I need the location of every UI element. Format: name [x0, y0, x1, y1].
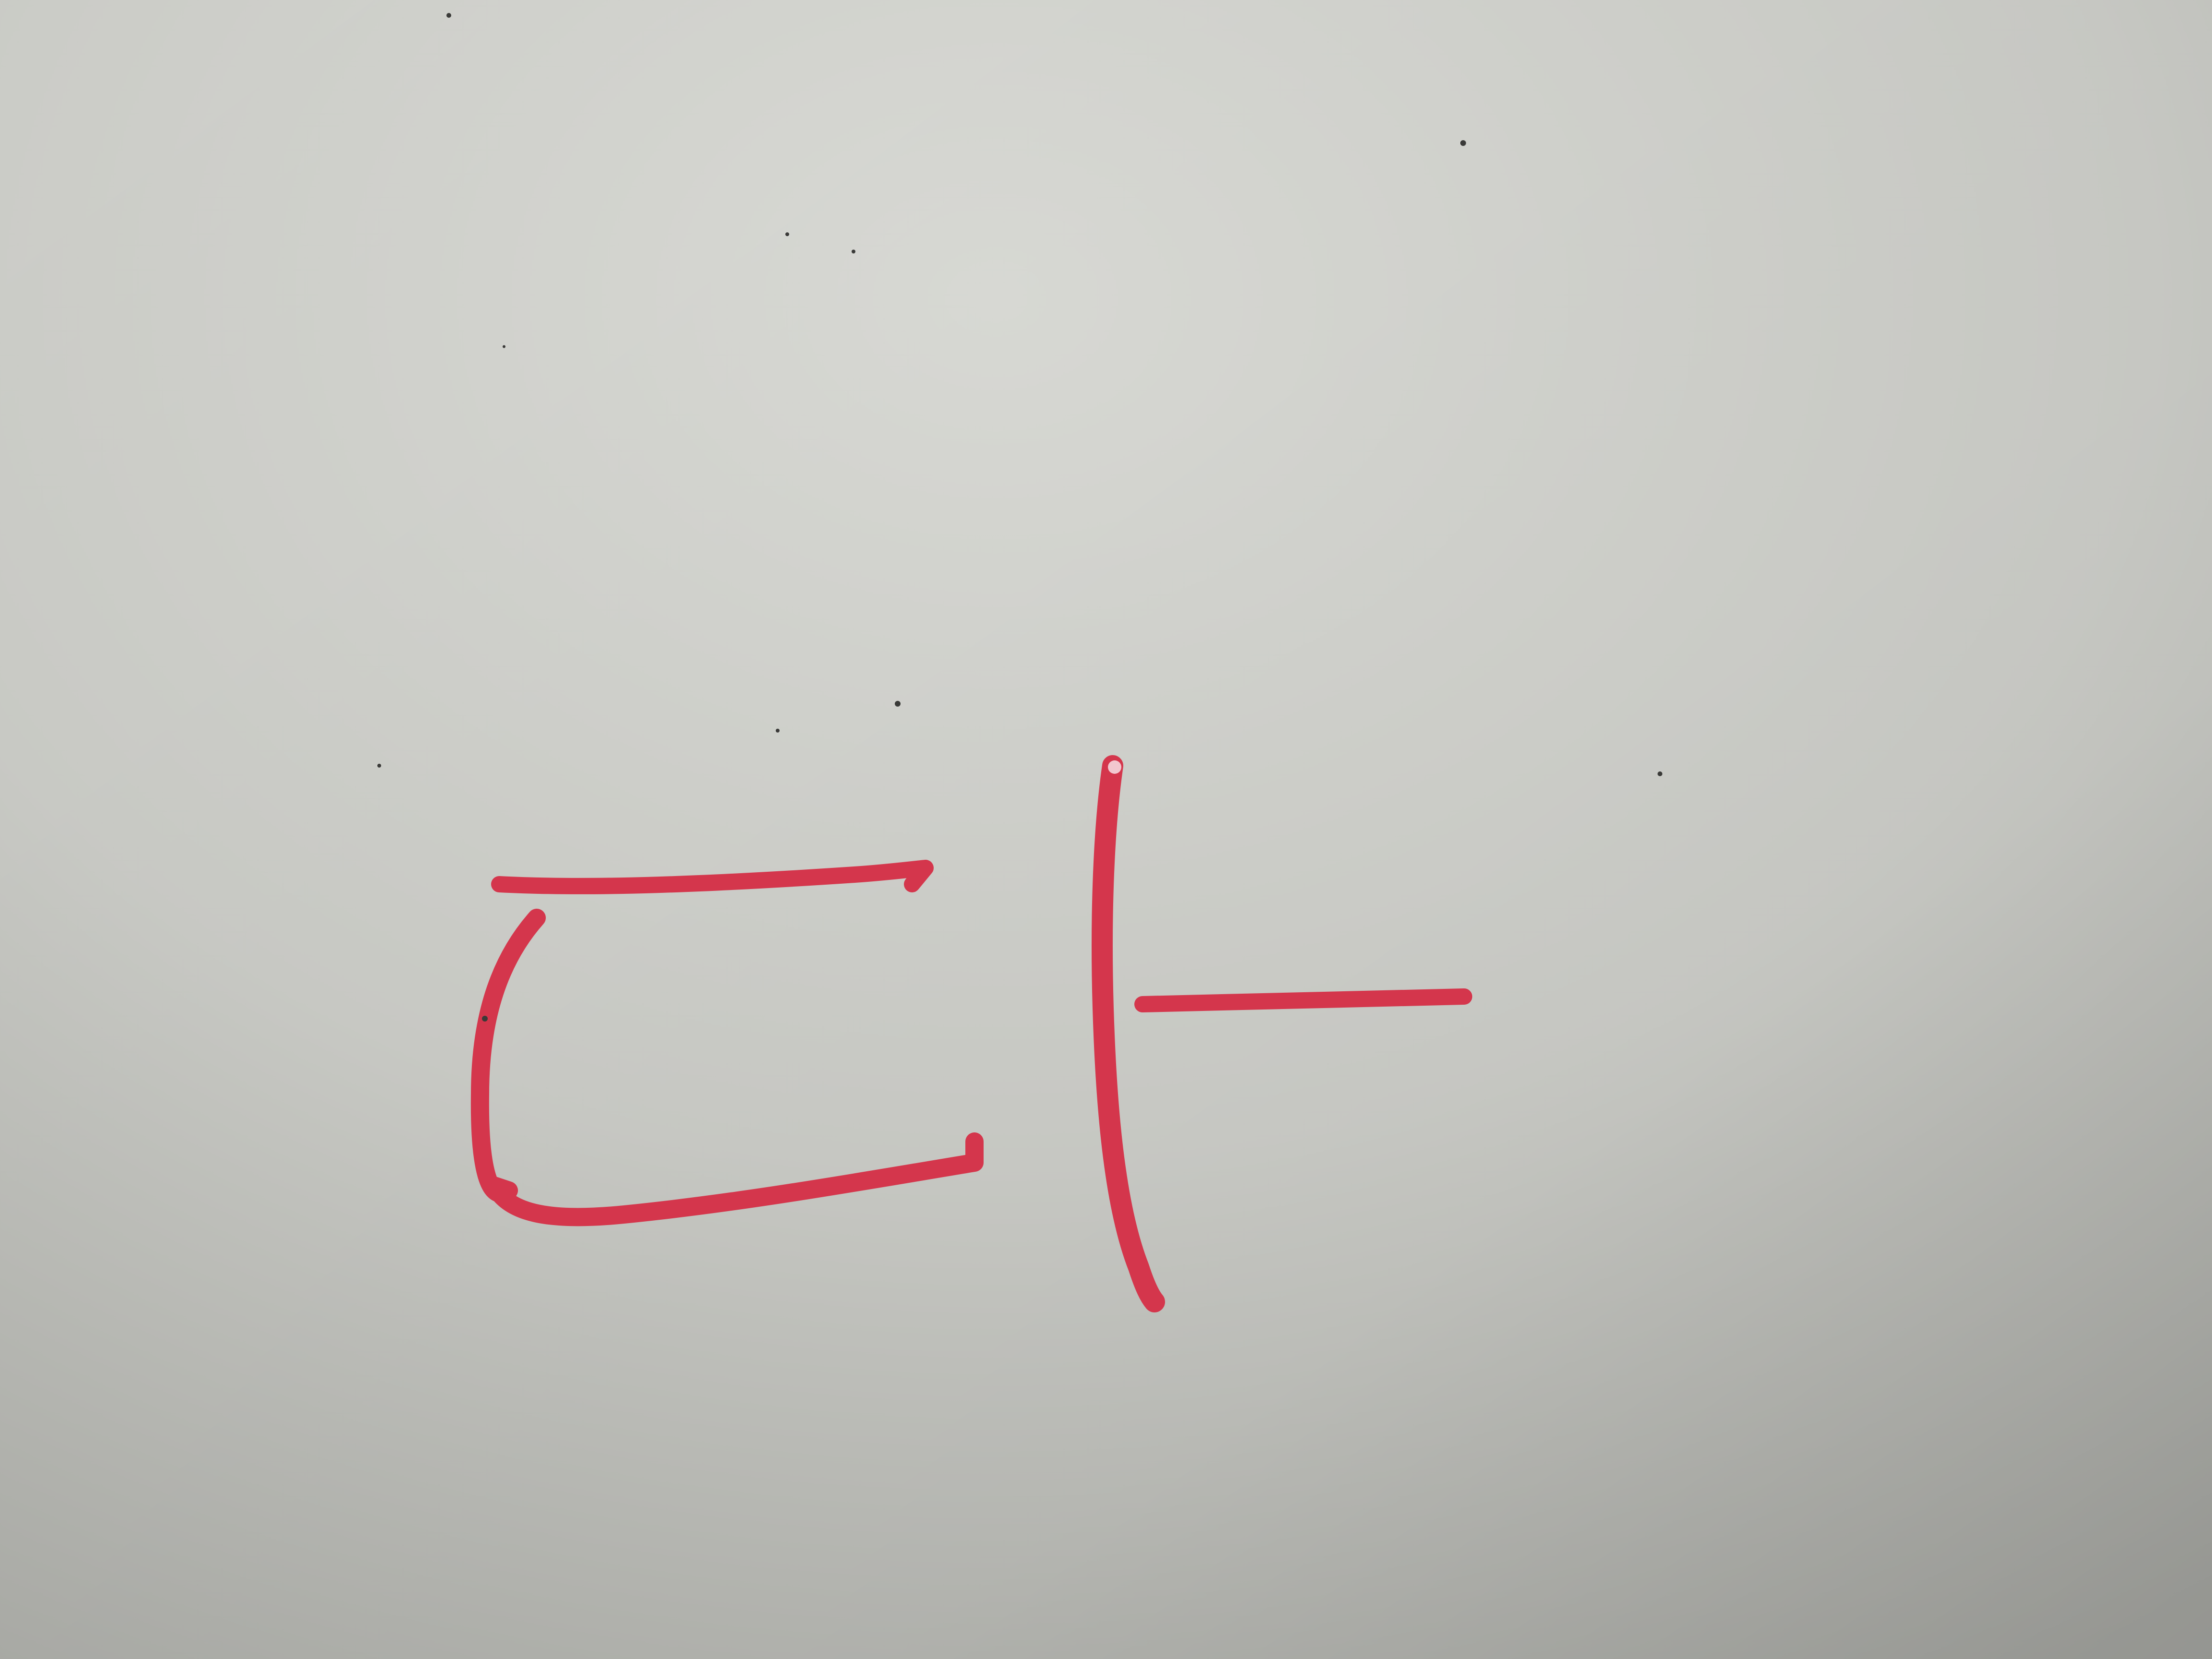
dust-speck — [852, 250, 855, 253]
dust-speck — [776, 729, 780, 733]
dust-speck — [482, 1016, 488, 1022]
dust-speck — [1460, 140, 1466, 146]
dust-speck — [785, 232, 789, 236]
marker-tip-highlight — [1108, 760, 1121, 774]
dust-speck — [446, 13, 451, 18]
right-glyph-horizontal-stroke — [1142, 997, 1464, 1004]
dust-speck — [377, 764, 381, 768]
dust-speck — [1658, 771, 1662, 776]
dust-speck — [895, 701, 901, 707]
dust-speck — [503, 345, 505, 348]
